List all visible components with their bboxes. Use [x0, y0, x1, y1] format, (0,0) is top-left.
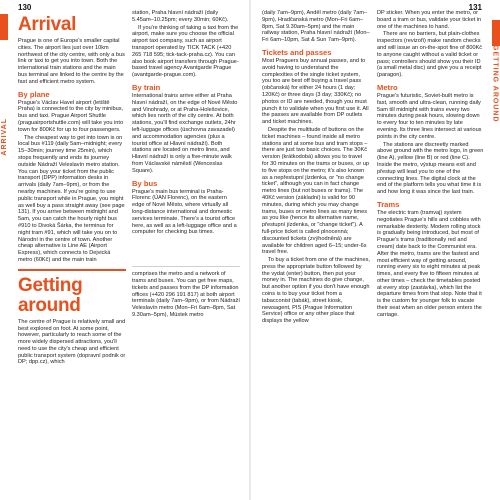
arrival-heading: Arrival: [18, 14, 77, 35]
plane-paragraph: station, Praha hlavní nádraží (daily 5.45am–10.25pm; every 30min; 60Kč).: [132, 10, 229, 23]
metro-paragraph: Prague's futuristic, Soviet-built metro is fast, smooth and ultra-clean, running daily 5am till midnight with trains every two minutes during peak hours, slowing down to every four to ten minutes by late evening. Its three lines intersect at various points in the city centre.: [377, 92, 482, 140]
right-page: [250, 0, 500, 500]
getting-around-heading: Getting around: [18, 274, 83, 316]
trams-paragraph: The electric tram (tramvaj) system negotiates Prague's hills and cobbles with remarkable dexterity. Modern rolling stock is gradually being introduced, but most of Prague's trams (traditionally red and cream) date back to the Communist era. After the metro, trams are the fastest and most efficient way of getting around, running every six to eight minutes at peak times, and every five to fifteen minutes at other times – check the timetables posted at every stop (zastávka), which list the departure times from that stop. Note that it is the custom for younger folk to vacate their seat when an older person enters the carriage.: [377, 209, 482, 318]
metro-paragraph: The stations are discreetly marked above ground with the metro logo, in green (line A), yellow (line B) or red (line C). Inside the metro, výstup means exit and přestup will lead you to one of the connecting lines. The digital clock at the end of the platform tells you what time it is and how long it was since the last train.: [377, 141, 484, 196]
tickets-paragraph: DP sticker. When you enter the metro, or board a tram or bus, validate your ticket in one of the machines to hand.: [377, 10, 482, 30]
trams-heading: Trams: [377, 199, 400, 209]
text-column-1: [18, 10, 126, 500]
page-number: 131: [468, 3, 482, 12]
by-bus-heading: By bus: [132, 178, 158, 188]
tickets-paragraph: Most Praguers buy annual passes, and to avoid having to understand the complexities of the single ticket system, you too are best off buying a travel pass (občanská) for either 24 hours (1 day; 120Kč) or three days (3 day; 330Kč); no photos or ID are needed, though you must punch it to validate when you first use it. All the passes are available from DP outlets and ticket machines.: [262, 57, 369, 126]
text-column-2: [132, 10, 240, 500]
by-plane-heading: By plane: [18, 89, 50, 99]
by-train-heading: By train: [132, 82, 161, 92]
info-offices-paragraph: (daily 7am–9pm), Anděl metro (daily 7am–9pm), Hradčanská metro (Mon–Fri 6am–8pm, Sat 9.30am–5pm) and the main railway station, Praha hlavní nádraží (Mon–Fri 6am–10pm, Sat & Sun 7am–9pm).: [262, 10, 370, 44]
getting-around-intro: The centre of Prague is relatively small and best explored on foot. At some point, however, particularly to reach some of the more widely dispersed attractions, you'll need to use the city's cheap and efficient public transport system (dopravní podnik or DP; dpp.cz), which: [18, 318, 126, 366]
section-tab-marker: [492, 20, 500, 46]
tickets-heading: Tickets and passes: [262, 47, 332, 57]
metro-heading: Metro: [377, 82, 398, 92]
side-section-label: ARRIVAL: [1, 118, 8, 156]
arrival-intro: Prague is one of Europe's smaller capital cities. The airport lies just over 10km northwest of the city centre, with only a bus link or taxi to get you into town. Both the international train stations and the main bus terminal are linked to the centre by the fast and efficient metro system.: [18, 38, 125, 85]
column-divider: [132, 266, 240, 267]
page-number: 130: [18, 3, 32, 12]
getting-around-paragraph: comprises the metro and a network of trams and buses. You can get free maps, tickets and passes from the DP information offices (+420 296 191 817) at both airport terminals (daily 7am–9pm), or from Nádraží Veleslavín metro (Mon–Fri 6am–8pm, Sat 9.30am–5pm), Müstek metro: [132, 271, 240, 318]
side-section-label: GETTING AROUND: [492, 45, 499, 123]
bus-paragraph: Prague's main bus terminal is Praha-Florenc (ÚAN Florenc), on the eastern edge of Nové Město, where virtually all long-distance international and domestic services terminate. There's a tourist office here, as well as a left-luggage office and a computer for checking bus times.: [132, 188, 237, 236]
tickets-paragraph: Despite the multitude of buttons on the ticket machines – found inside all metro stations and at some bus and tram stops – there are just two basic choices. The 30Kč version (krátkodobá) allows you to travel for 30 minutes on the trams or buses, or up to five stops on the metro; it's also known as a nepřestupní jízdenka, or "no change ticket", although you can in fact change metro lines (but not buses or trams). The 40Kč version (základní) is valid for 90 minutes, during which you may change trams, buses or metro lines as many times as you like (hence its alternative name, přestupní jízdenka, or "change ticket"). A full-price ticket is called plnocenná; discounted tickets (zvýhodněná) are available for children aged 6–15; under-6s travel free.: [262, 126, 369, 256]
inspectors-paragraph: There are no barriers, but plain-clothes inspectors (revizoři) make random checks and will issue an on-the-spot fine of 800Kč to anyone caught without a valid ticket or pass; controllers should show you their ID (a small metal disc) and give you a receipt (paragon).: [377, 31, 483, 79]
section-tab-marker: [0, 14, 8, 40]
plane-paragraph: The cheapest way to get into town is on local bus #119 (daily 5am–midnight; every 15–30min; journey time 25min), which stops frequently and ends its journey outside Nádraží Veleslavín metro station. You can buy your ticket from the public transport (DPP) information desks in arrivals (daily 7am–9pm), or from the nearby machines. If you're going to use public transport while in Prague, you might as well buy a pass straight away (see page 131). If you arrive between midnight and 5am, you can catch the hourly night bus #910 to Divoká Šárka, the terminus for night tram #91, which will take you on to Národní in the centre of town. Another cheap alternative is Line AE (Airport Express), which connects to Dejvická metro (60Kč) and the main train: [18, 134, 125, 263]
text-column-3: [262, 10, 370, 500]
train-paragraph: International trains arrive either at Praha hlavní nádraží, on the edge of Nové Město and Vinohrady, or at Praha-Holešovice, which lies north of the city centre. At both stations, you'll find exchange outlets, 24hr left-luggage offices (úschovna zavazadel) and accommodation agencies (plus a tourist office at Hlavní nádraží). Both stations are located on metro lines, and Hlavní nádraží is only a five-minute walk from Václavské náměstí (Wenceslas Square).: [132, 92, 238, 174]
tickets-paragraph: To buy a ticket from one of the machines, press the appropriate button followed by the vydat (enter) button, then put your money in. The machines do give change, but another option if you don't have enough coins is to buy your ticket from a tabacconist (tabák), street kiosk, newsagent, PIS (Prague Information Service) office or any other place that displays the yellow: [262, 257, 370, 325]
taxi-paragraph: If you're thinking of taking a taxi from the airport, make sure you choose the official airport taxi company, such as airport transport operated by TICK TACK (+420 265 718 595; tick-tack-praha.cz). You can also book airport transfers through Prague-based travel agency Avantgarde Prague (avantgarde-prague.com).: [132, 24, 239, 79]
section-divider: [18, 269, 126, 271]
plane-paragraph: Prague's Václav Havel airport (letiště Praha) is connected to the city by minibus, bus and taxi. Prague Airport Shuttle (praguairportshuttle.com) will take you into town for 800Kč for up to four passengers.: [18, 99, 124, 133]
text-column-4: [377, 10, 485, 500]
